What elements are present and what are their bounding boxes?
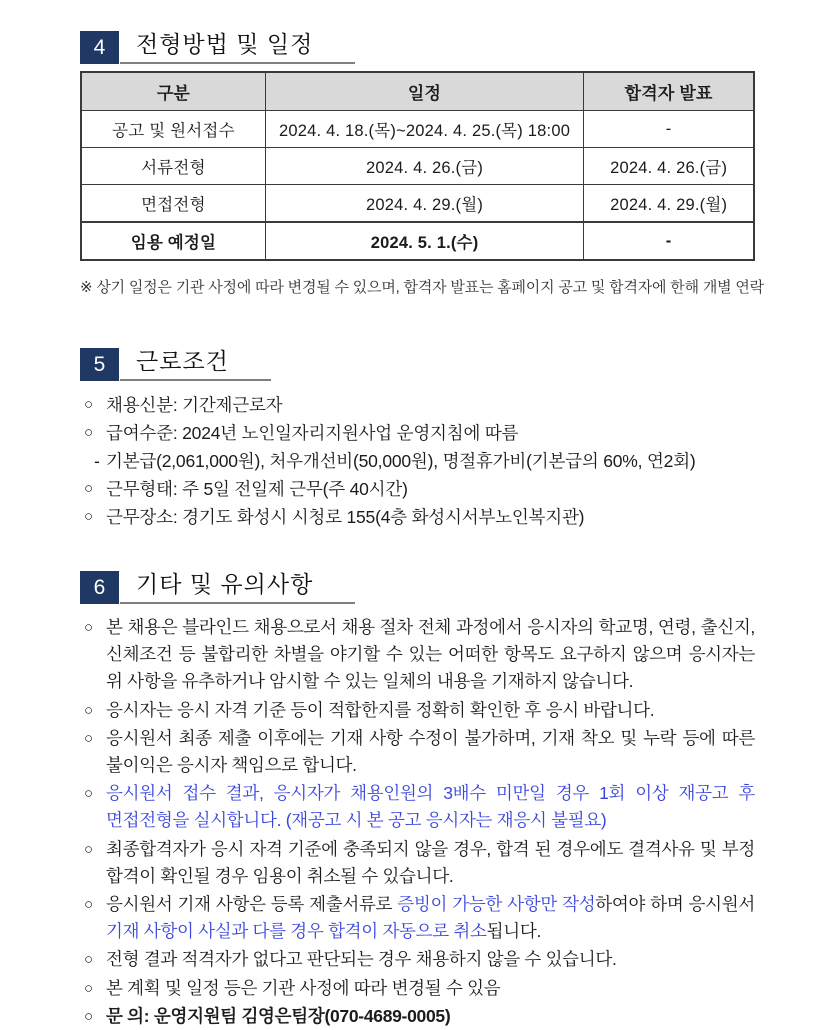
table-cell: 2024. 5. 1.(수) bbox=[265, 222, 583, 260]
bullet-marker: ○ bbox=[84, 979, 94, 997]
note-item bbox=[80, 946, 755, 973]
bullet-marker: ○ bbox=[84, 508, 94, 525]
column-header: 구분 bbox=[81, 72, 265, 111]
note-item bbox=[80, 1003, 755, 1030]
section-4-title-underline bbox=[120, 26, 355, 64]
list-item-text: 급여수준: 2024년 노인일자리지원사업 운영지침에 따름 bbox=[106, 423, 519, 443]
table-cell: - bbox=[584, 111, 754, 148]
bullet-marker: ○ bbox=[84, 729, 94, 747]
table-cell: 2024. 4. 26.(금) bbox=[265, 148, 583, 185]
work-conditions-list bbox=[80, 391, 755, 531]
note-item-text bbox=[106, 1003, 755, 1030]
text-segment: 기재 사항이 사실과 다를 경우 합격이 자동으로 취소 bbox=[106, 921, 487, 942]
note-item bbox=[80, 780, 755, 834]
list-item bbox=[80, 391, 755, 419]
table-cell: 공고 및 원서접수 bbox=[81, 111, 265, 148]
list-item bbox=[80, 419, 755, 447]
section-4-title: 전형방법 및 일정 bbox=[136, 31, 314, 57]
table-cell: 2024. 4. 26.(금) bbox=[584, 148, 754, 185]
notes-list bbox=[80, 614, 755, 1030]
list-item-text: 기본급(2,061,000원), 처우개선비(50,000원), 명절휴가비(기본급의 60%, 연2회) bbox=[106, 451, 696, 471]
list-item bbox=[80, 475, 755, 503]
table-cell: 서류전형 bbox=[81, 148, 265, 185]
text-segment: 응시원서 접수 결과, 응시자가 채용인원의 3배수 미만일 경우 1회 이상 재공고 후 면접전형을 실시합니다. (재공고 시 본 공고 응시자는 재응시 불필요) bbox=[106, 783, 755, 831]
bullet-marker: ○ bbox=[84, 840, 94, 858]
section-5-header bbox=[80, 343, 755, 381]
bullet-marker: ○ bbox=[84, 701, 94, 719]
bullet-marker: ○ bbox=[84, 424, 94, 441]
column-header: 합격자 발표 bbox=[584, 72, 754, 111]
section-5-title: 근로조건 bbox=[136, 348, 229, 374]
section-4-number-badge: 4 bbox=[80, 31, 119, 64]
text-segment: 됩니다. bbox=[486, 921, 542, 942]
text-segment: 본 계획 및 일정 등은 기관 사정에 따라 변경될 수 있음 bbox=[106, 977, 501, 998]
schedule-table-body bbox=[81, 111, 754, 261]
table-cell: 2024. 4. 29.(월) bbox=[265, 185, 583, 223]
bullet-marker: ○ bbox=[84, 619, 94, 636]
table-row bbox=[81, 111, 754, 148]
bullet-marker: - bbox=[94, 451, 100, 471]
note-item-text bbox=[106, 946, 755, 973]
note-item bbox=[80, 836, 755, 890]
bullet-marker: ○ bbox=[84, 1007, 94, 1025]
section-6-title-underline bbox=[120, 566, 355, 604]
bullet-marker: ○ bbox=[84, 396, 94, 413]
text-segment: 최종합격자가 응시 자격 기준에 충족되지 않을 경우, 합격 된 경우에도 결격사유 및 부정 합격이 확인될 경우 임용이 취소될 수 있습니다. bbox=[106, 838, 755, 886]
list-item-text: 근무형태: 주 5일 전일제 근무(주 40시간) bbox=[106, 479, 408, 499]
section-6-header bbox=[80, 566, 755, 604]
table-cell: 2024. 4. 18.(목)~2024. 4. 25.(목) 18:00 bbox=[265, 111, 583, 148]
table-row bbox=[81, 148, 754, 185]
table-cell: 임용 예정일 bbox=[81, 222, 265, 260]
note-item-text bbox=[106, 975, 755, 1002]
section-4-header bbox=[80, 26, 755, 64]
text-segment: 응시원서 기재 사항은 등록 제출서류로 bbox=[106, 894, 398, 915]
schedule-note: ※ 상기 일정은 기관 사정에 따라 변경될 수 있으며, 합격자 발표는 홈페이지 공고 및 합격자에 한해 개별 연락 bbox=[80, 279, 764, 296]
section-5-number-badge: 5 bbox=[80, 348, 119, 381]
list-item bbox=[80, 447, 755, 475]
column-header: 일정 bbox=[265, 72, 583, 111]
table-cell: 면접전형 bbox=[81, 185, 265, 223]
text-segment: 증빙이 가능한 사항만 작성 bbox=[397, 894, 596, 915]
bullet-marker: ○ bbox=[84, 951, 94, 969]
section-6-title: 기타 및 유의사항 bbox=[136, 571, 314, 597]
text-segment: 전형 결과 적격자가 없다고 판단되는 경우 채용하지 않을 수 있습니다. bbox=[106, 949, 617, 970]
text-segment: 본 채용은 블라인드 채용으로서 채용 절차 전체 과정에서 응시자의 학교명, 연령, 출신지, 신체조건 등 불합리한 차별을 야기할 수 있는 어떠한 항목도 요구하지 않으며 응시자는 위 사항을 유추하거나 암시할 수 있는 일체의 내용을 기재하지 않습니다. bbox=[106, 617, 755, 692]
schedule-table bbox=[80, 71, 755, 261]
table-row bbox=[81, 222, 754, 260]
bullet-marker: ○ bbox=[84, 896, 94, 914]
text-segment: 응시원서 최종 제출 이후에는 기재 사항 수정이 불가하며, 기재 착오 및 누락 등에 따른 불이익은 응시자 책임으로 합니다. bbox=[106, 727, 755, 776]
note-item bbox=[80, 725, 755, 779]
bullet-marker: ○ bbox=[84, 785, 94, 803]
note-item-text bbox=[106, 891, 755, 945]
note-item bbox=[80, 891, 755, 945]
table-row bbox=[81, 185, 754, 223]
text-segment: 문 의: 운영지원팀 김영은팀장(070-4689-0005) bbox=[106, 1005, 451, 1026]
section-6-number-badge: 6 bbox=[80, 571, 119, 604]
schedule-table-head-row bbox=[81, 72, 754, 111]
text-segment: 하여야 하며 응시원서 bbox=[595, 894, 755, 915]
note-item bbox=[80, 614, 755, 696]
note-item bbox=[80, 975, 755, 1002]
table-cell: 2024. 4. 29.(월) bbox=[584, 185, 754, 223]
note-item-text bbox=[106, 614, 755, 696]
list-item-text: 채용신분: 기간제근로자 bbox=[106, 395, 283, 415]
note-item-text bbox=[106, 836, 755, 890]
text-segment: 응시자는 응시 자격 기준 등이 적합한지를 정확히 확인한 후 응시 바랍니다. bbox=[106, 699, 655, 720]
note-item-text bbox=[106, 725, 755, 779]
bullet-marker: ○ bbox=[84, 480, 94, 497]
list-item bbox=[80, 503, 755, 531]
note-item-text bbox=[106, 697, 755, 724]
section-5-title-underline bbox=[120, 343, 271, 381]
list-item-text: 근무장소: 경기도 화성시 시청로 155(4층 화성시서부노인복지관) bbox=[106, 507, 585, 527]
note-item bbox=[80, 697, 755, 724]
table-cell: - bbox=[584, 222, 754, 260]
note-item-text bbox=[106, 780, 755, 834]
